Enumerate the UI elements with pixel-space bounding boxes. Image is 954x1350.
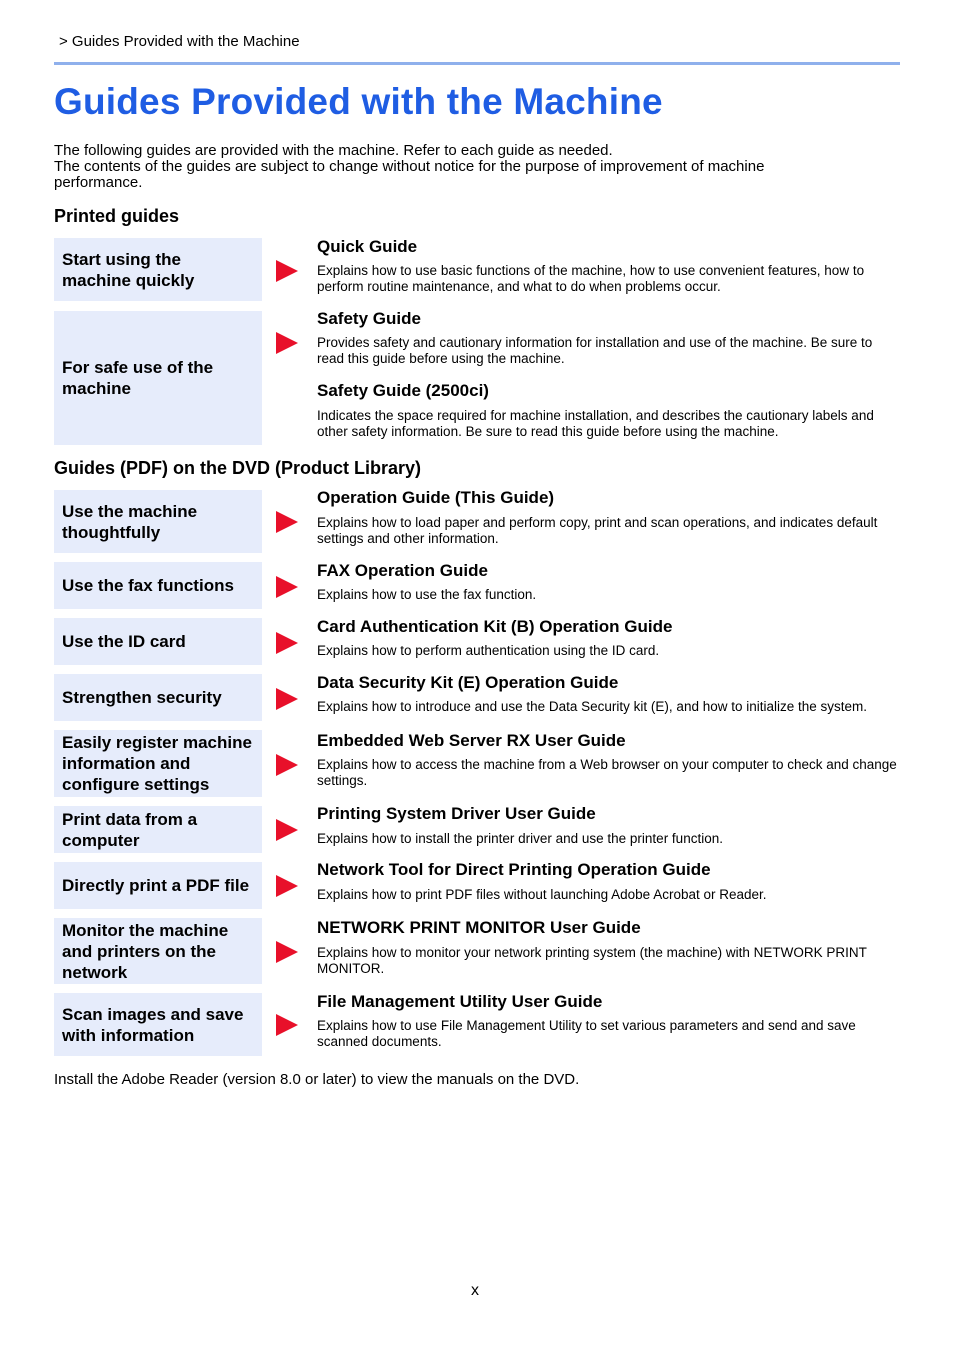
guide-title: Safety Guide (2500ci) <box>317 381 489 400</box>
guide-description: Explains how to monitor your network printing system (the machine) with NETWORK PRINT MONITOR. <box>317 945 867 976</box>
section-heading-dvd: Guides (PDF) on the DVD (Product Library) <box>54 458 422 478</box>
guide-title: FAX Operation Guide <box>317 561 488 580</box>
guide-title: Card Authentication Kit (B) Operation Guide <box>317 617 673 636</box>
guide-description: Explains how to load paper and perform copy, print and scan operations, and indicates default settings and other information. <box>317 515 878 546</box>
guide-category-box: Directly print a PDF file <box>54 862 262 909</box>
guide-category-box: Scan images and save with information <box>54 993 262 1056</box>
arrow-right-icon <box>276 875 298 897</box>
arrow-right-icon <box>276 511 298 533</box>
guide-title: Network Tool for Direct Printing Operation Guide <box>317 860 711 879</box>
arrow-right-icon <box>276 688 298 710</box>
guide-description: Explains how to use File Management Utility to set various parameters and send and save scanned documents. <box>317 1018 856 1049</box>
guide-category-box: For safe use of the machine <box>54 311 262 445</box>
arrow-right-icon <box>276 576 298 598</box>
guide-title: Printing System Driver User Guide <box>317 804 596 823</box>
arrow-right-icon <box>276 632 298 654</box>
arrow-right-icon <box>276 941 298 963</box>
guide-description: Explains how to access the machine from a Web browser on your computer to check and change settings. <box>317 757 897 788</box>
arrow-right-icon <box>276 332 298 354</box>
guide-title: NETWORK PRINT MONITOR User Guide <box>317 918 641 937</box>
guide-description: Provides safety and cautionary information for installation and use of the machine. Be sure to read this guide before using the machine. <box>317 335 873 366</box>
arrow-right-icon <box>276 260 298 282</box>
guide-category-box: Monitor the machine and printers on the network <box>54 918 262 984</box>
guide-title: Quick Guide <box>317 237 418 256</box>
guide-category-box: Strengthen security <box>54 674 262 721</box>
footer-note: Install the Adobe Reader (version 8.0 or later) to view the manuals on the DVD. <box>54 1071 580 1088</box>
guide-category-box: Start using the machine quickly <box>54 238 262 301</box>
section-heading-printed: Printed guides <box>54 206 180 226</box>
guide-category-box: Use the machine thoughtfully <box>54 490 262 553</box>
guide-category-box: Use the ID card <box>54 618 262 665</box>
guide-description: Explains how to print PDF files without launching Adobe Acrobat or Reader. <box>317 887 767 902</box>
guide-title: Operation Guide (This Guide) <box>317 488 555 507</box>
guide-description: Explains how to introduce and use the Data Security kit (E), and how to initialize the system. <box>317 699 868 714</box>
guide-category-box: Print data from a computer <box>54 806 262 853</box>
arrow-right-icon <box>276 819 298 841</box>
guide-category-box: Easily register machine information and configure settings <box>54 730 262 797</box>
guide-description: Explains how to install the printer driver and use the printer function. <box>317 831 723 846</box>
intro-line-2: The contents of the guides are subject to change without notice for the purpose of improvement of machine performance. <box>54 158 765 191</box>
guide-description: Indicates the space required for machine installation, and describes the cautionary labels and other safety information. Be sure to read this guide before using the machine. <box>317 408 874 439</box>
intro-text <box>54 143 854 191</box>
guide-title: Data Security Kit (E) Operation Guide <box>317 673 619 692</box>
breadcrumb[interactable]: > Guides Provided with the Machine <box>59 33 300 50</box>
guide-description: Explains how to use basic functions of the machine, how to use convenient features, how to perform routine maintenance, and what to do when problems occur. <box>317 263 865 294</box>
page-number: x <box>471 1282 479 1299</box>
page-title: Guides Provided with the Machine <box>54 81 663 122</box>
arrow-right-icon <box>276 754 298 776</box>
arrow-right-icon <box>276 1014 298 1036</box>
guide-title: Embedded Web Server RX User Guide <box>317 731 626 750</box>
guide-description: Explains how to perform authentication using the ID card. <box>317 643 660 658</box>
guide-description: Explains how to use the fax function. <box>317 587 537 602</box>
intro-line-1: The following guides are provided with the machine. Refer to each guide as needed. <box>54 142 613 159</box>
guide-title: Safety Guide <box>317 309 421 328</box>
guide-title: File Management Utility User Guide <box>317 992 603 1011</box>
guide-category-box: Use the fax functions <box>54 562 262 609</box>
header-divider <box>54 62 900 65</box>
